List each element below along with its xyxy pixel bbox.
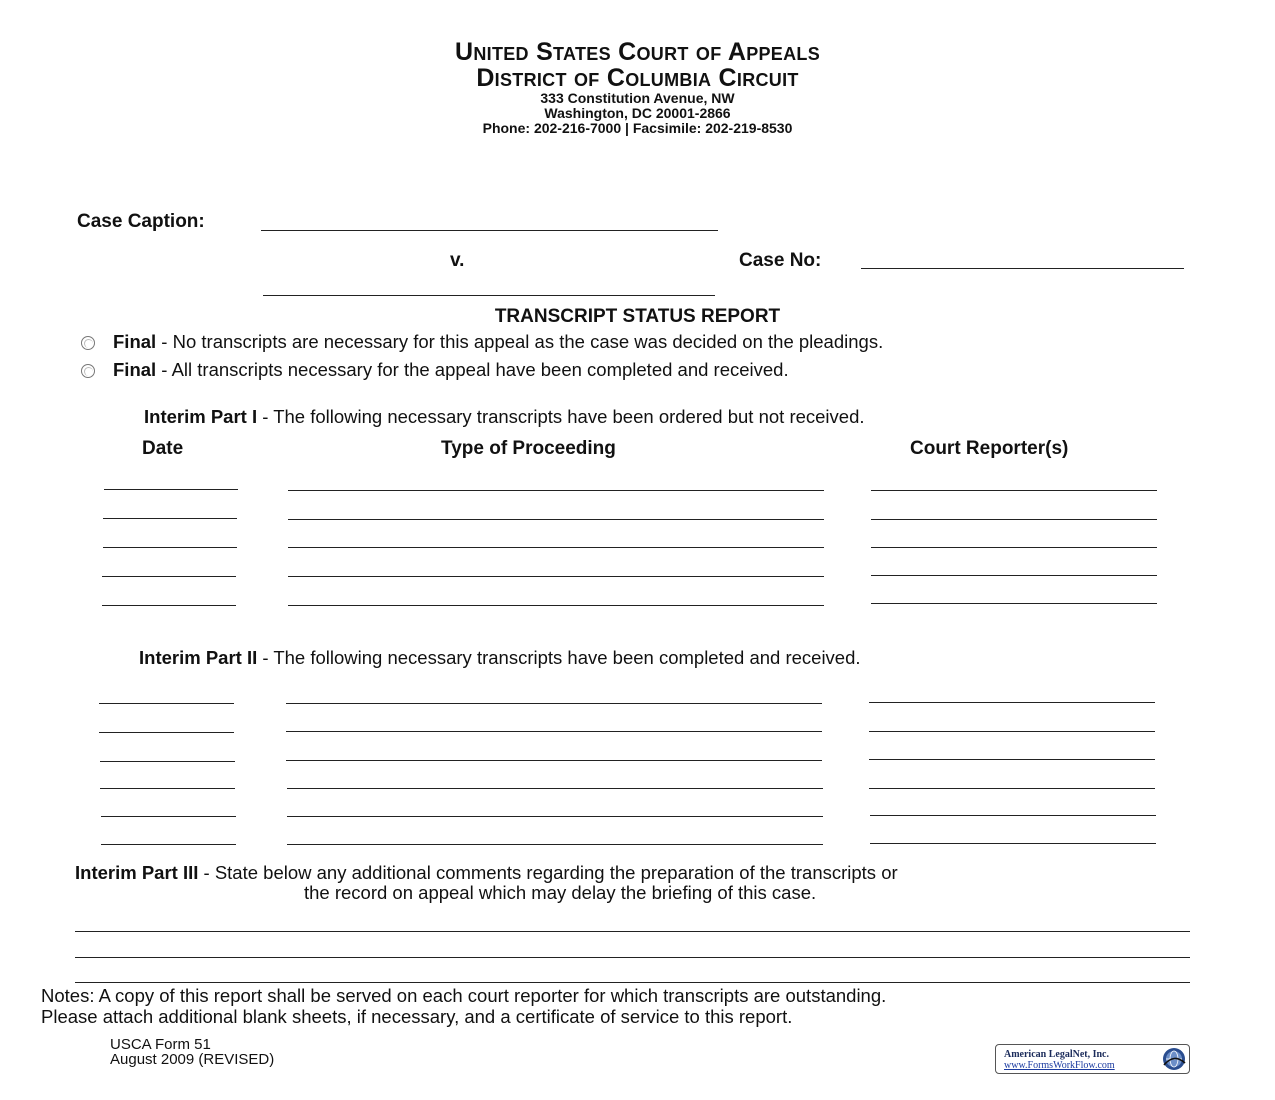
part3-comment-field-1[interactable] — [75, 931, 1190, 932]
part2-reporter-field[interactable] — [870, 815, 1156, 816]
part1-reporter-field[interactable] — [871, 547, 1157, 548]
part2-reporter-field[interactable] — [869, 731, 1155, 732]
form-revision: August 2009 (REVISED) — [110, 1051, 275, 1068]
interim-part2-text: - The following necessary transcripts have been completed and received. — [257, 647, 861, 668]
part1-proceeding-field[interactable] — [288, 576, 824, 577]
american-legalnet-logo — [995, 1044, 1190, 1074]
part1-proceeding-field[interactable] — [288, 519, 824, 520]
column-date-header: Date — [142, 438, 184, 459]
part2-proceeding-field[interactable] — [287, 844, 823, 845]
globe-icon — [1162, 1047, 1186, 1071]
report-title: TRANSCRIPT STATUS REPORT — [494, 306, 781, 327]
part3-comment-field-2[interactable] — [75, 957, 1190, 958]
part2-reporter-field[interactable] — [869, 702, 1155, 703]
part2-proceeding-field[interactable] — [286, 760, 822, 761]
notes-line1: Notes: A copy of this report shall be served on each court reporter for which transcripts are outstanding. — [41, 985, 887, 1006]
final-label-1: Final — [113, 331, 157, 352]
logo-url-link[interactable]: www.FormsWorkFlow.com — [1004, 1060, 1115, 1071]
part2-date-field[interactable] — [100, 761, 235, 762]
case-caption-party1-field[interactable] — [261, 230, 718, 231]
final-label-2: Final — [113, 359, 157, 380]
part1-proceeding-field[interactable] — [288, 547, 824, 548]
part1-reporter-field[interactable] — [871, 575, 1157, 576]
part1-date-field[interactable] — [104, 489, 238, 490]
final-text-2: - All transcripts necessary for the appeal have been completed and received. — [156, 359, 789, 380]
part1-reporter-field[interactable] — [871, 603, 1157, 604]
part2-date-field[interactable] — [99, 732, 234, 733]
interim-part3-text-line2: the record on appeal which may delay the briefing of this case. — [304, 882, 817, 903]
part1-proceeding-field[interactable] — [288, 605, 824, 606]
final-text-1: - No transcripts are necessary for this appeal as the case was decided on the pleadings. — [156, 331, 884, 352]
case-caption-party2-field[interactable] — [263, 295, 715, 296]
interim-part3-text-line1: - State below any additional comments regarding the preparation of the transcripts or — [198, 862, 898, 883]
part1-date-field[interactable] — [102, 576, 236, 577]
part2-reporter-field[interactable] — [869, 759, 1155, 760]
part2-reporter-field[interactable] — [870, 843, 1156, 844]
part1-date-field[interactable] — [103, 547, 237, 548]
interim-part1-heading — [144, 406, 865, 428]
logo-company-name: American LegalNet, Inc. — [1004, 1049, 1109, 1060]
part2-proceeding-field[interactable] — [287, 816, 823, 817]
court-address-street: 333 Constitution Avenue, NW — [540, 90, 735, 106]
final-no-transcripts-option — [113, 331, 883, 353]
part1-reporter-field[interactable] — [871, 490, 1157, 491]
court-phone-fax: Phone: 202-216-7000 | Facsimile: 202-219-8530 — [482, 120, 793, 136]
part2-date-field[interactable] — [99, 703, 234, 704]
versus-label: v. — [450, 250, 465, 271]
part1-reporter-field[interactable] — [871, 519, 1157, 520]
part2-proceeding-field[interactable] — [286, 703, 822, 704]
part2-proceeding-field[interactable] — [287, 788, 823, 789]
final-all-received-option — [113, 359, 789, 381]
final-all-received-radio[interactable] — [81, 364, 95, 378]
column-type-header: Type of Proceeding — [441, 438, 616, 459]
interim-part3-label: Interim Part III — [75, 862, 199, 883]
column-reporter-header: Court Reporter(s) — [910, 438, 1069, 459]
part2-date-field[interactable] — [100, 788, 235, 789]
part1-proceeding-field[interactable] — [288, 490, 824, 491]
final-no-transcripts-radio[interactable] — [81, 336, 95, 350]
court-name-line2: District of Columbia Circuit — [476, 64, 799, 92]
interim-part1-text: - The following necessary transcripts have been ordered but not received. — [257, 406, 865, 427]
interim-part1-label: Interim Part I — [144, 406, 258, 427]
case-caption-label: Case Caption: — [77, 211, 205, 232]
court-name-line1: United States Court of Appeals — [454, 38, 821, 66]
part2-proceeding-field[interactable] — [286, 731, 822, 732]
interim-part2-heading — [139, 647, 861, 669]
notes-line2: Please attach additional blank sheets, if necessary, and a certificate of service to this report. — [41, 1006, 793, 1027]
part1-date-field[interactable] — [102, 605, 236, 606]
court-address-city: Washington, DC 20001-2866 — [544, 105, 731, 121]
interim-part3-heading — [75, 862, 1195, 884]
part2-date-field[interactable] — [101, 844, 236, 845]
part2-reporter-field[interactable] — [869, 788, 1155, 789]
case-no-label: Case No: — [739, 250, 822, 271]
case-no-field[interactable] — [861, 268, 1184, 269]
part2-date-field[interactable] — [101, 816, 236, 817]
part3-comment-field-3[interactable] — [75, 982, 1190, 983]
interim-part2-label: Interim Part II — [139, 647, 258, 668]
part1-date-field[interactable] — [103, 518, 237, 519]
form-number: USCA Form 51 — [110, 1036, 211, 1053]
